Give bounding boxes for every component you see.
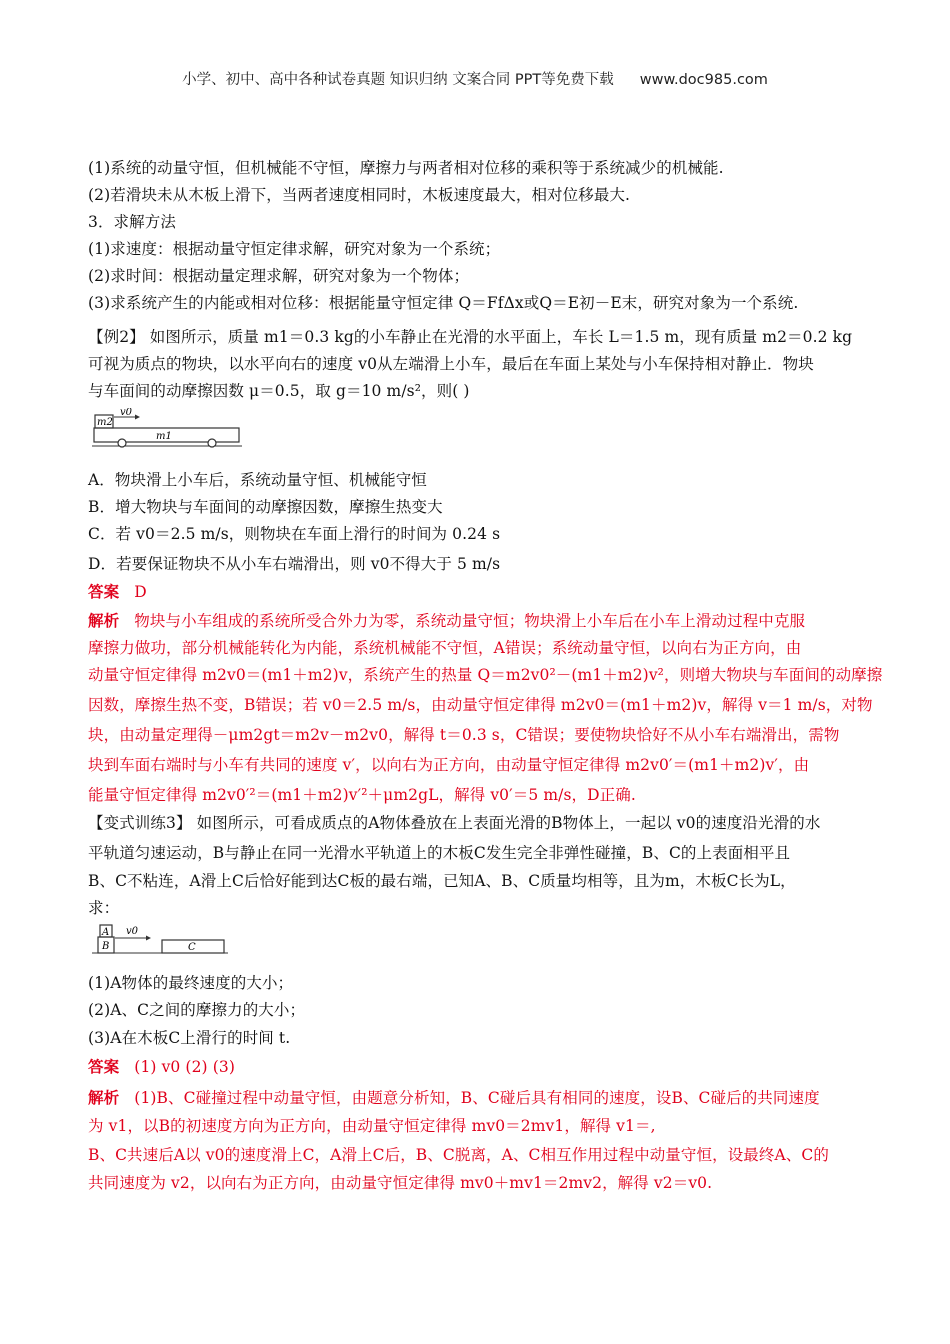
variant3-analysis-4: 共同速度为 v2，以向右为正方向，由动量守恒定律得 mv0＋mv1＝2mv2，解得 v2＝v0. — [88, 1174, 713, 1192]
option-d: D．若要保证物块不从小车右端滑出，则 v0不得大于 5 m/s — [88, 555, 501, 573]
label-c: C — [188, 942, 196, 953]
label-b: B — [102, 941, 110, 952]
example2-answer — [88, 581, 147, 603]
option-b: B．增大物块与车面间的动摩擦因数，摩擦生热变大 — [88, 498, 443, 516]
variant3-answer — [88, 1056, 235, 1078]
section-heading: 3．求解方法 — [88, 213, 176, 231]
variant3-stem-1: 【变式训练3】 如图所示，可看成质点的A物体叠放在上表面光滑的B物体上，一起以 v0的速度沿光滑的水 — [88, 814, 821, 832]
label-v0: v0 — [120, 408, 133, 418]
example2-analysis-5: 块，由动量定理得－μm2gt＝m2v－m2v0，解得 t＝0.3 s，C错误；要使物块恰好不从小车右端滑出，需物 — [88, 726, 840, 744]
method-3: (3)求系统产生的内能或相对位移：根据能量守恒定律 Q＝FfΔx或Q＝E初－E末，研究对象为一个系统. — [88, 294, 799, 312]
option-c: C．若 v0＝2.5 m/s，则物块在车面上滑行的时间为 0.24 s — [88, 525, 501, 543]
label-a: A — [102, 927, 110, 938]
answer-label: 答案 — [88, 1058, 120, 1076]
answer-label: 答案 — [88, 583, 120, 601]
analysis-text: (1)B、C碰撞过程中动量守恒，由题意分析知，B、C碰后具有相同的速度，设B、C碰后的共同速度 — [134, 1089, 820, 1107]
header-text: 小学、初中、高中各种试卷真题 知识归纳 文案合同 PPT等免费下载 — [182, 72, 614, 88]
example2-analysis-7: 能量守恒定律得 m2v0′²＝(m1＋m2)v′²＋μm2gL，解得 v0′＝5 m/s，D正确. — [88, 786, 636, 804]
example2-analysis-2: 摩擦力做功，部分机械能转化为内能，系统机械能不守恒，A错误；系统动量守恒，以向右为正方向，由 — [88, 639, 802, 657]
example2-analysis-3: 动量守恒定律得 m2v0＝(m1＋m2)v，系统产生的热量 Q＝m2v0²－(m1＋m2)v²，则增大物块与车面间的动摩擦 — [88, 666, 883, 684]
label-m2: m2 — [97, 417, 113, 428]
intro-line-1: (1)系统的动量守恒，但机械能不守恒，摩擦力与两者相对位移的乘积等于系统减少的机械能. — [88, 159, 724, 177]
variant3-stem-4: 求： — [88, 899, 120, 917]
variant3-question-2: (2)A、C之间的摩擦力的大小； — [88, 1001, 306, 1019]
cart-block-figure — [92, 408, 242, 452]
variant3-analysis-1 — [88, 1087, 820, 1109]
label-v0: v0 — [126, 926, 139, 937]
example2-analysis-6: 块到车面右端时与小车有共同的速度 v′，以向右为正方向，由动量守恒定律得 m2v0′＝(m1＋m2)v′，由 — [88, 756, 810, 774]
analysis-label: 解析 — [88, 1089, 120, 1107]
answer-value: D — [134, 583, 147, 601]
intro-line-2: (2)若滑块未从木板上滑下，当两者速度相同时，木板速度最大，相对位移最大. — [88, 186, 631, 204]
header-url[interactable]: www.doc985.com — [639, 72, 768, 88]
method-2: (2)求时间：根据动量定理求解，研究对象为一个物体； — [88, 267, 470, 285]
cart-wheel-right — [208, 439, 216, 447]
variant3-stem-3: B、C不粘连，A滑上C后恰好能到达C板的最右端，已知A、B、C质量均相等，且为m，木板C长为L， — [88, 872, 796, 890]
analysis-label: 解析 — [88, 612, 120, 630]
example2-analysis-4: 因数，摩擦生热不变，B错误；若 v0＝2.5 m/s，由动量守恒定律得 m2v0＝(m1＋m2)v，解得 v＝1 m/s，对物 — [88, 696, 873, 714]
analysis-text: 物块与小车组成的系统所受合外力为零，系统动量守恒；物块滑上小车后在小车上滑动过程中克服 — [134, 612, 806, 630]
example2-stem-2: 可视为质点的物块，以水平向右的速度 v0从左端滑上小车，最后在车面上某处与小车保持相对静止．物块 — [88, 355, 814, 373]
cart-wheel-left — [118, 439, 126, 447]
answer-value: (1) v0 (2) (3) — [134, 1058, 235, 1076]
page-header — [0, 68, 950, 89]
velocity-arrowhead — [146, 936, 151, 941]
variant3-analysis-3: B、C共速后A以 v0的速度滑上C，A滑上C后，B、C脱离，A、C相互作用过程中动量守恒，设最终A、C的 — [88, 1146, 829, 1164]
example2-analysis-1 — [88, 610, 805, 632]
variant3-analysis-2: 为 v1，以B的初速度方向为正方向，由动量守恒定律得 mv0＝2mv1，解得 v1＝, — [88, 1117, 656, 1135]
abc-blocks-figure — [92, 922, 228, 956]
example2-stem-3: 与车面间的动摩擦因数 μ＝0.5，取 g＝10 m/s²，则( ) — [88, 382, 470, 400]
example2-stem-1: 【例2】 如图所示，质量 m1＝0.3 kg的小车静止在光滑的水平面上，车长 L＝1.5 m，现有质量 m2＝0.2 kg — [88, 328, 853, 346]
variant3-stem-2: 平轨道匀速运动，B与静止在同一光滑水平轨道上的木板C发生完全非弹性碰撞，B、C的上表面相平且 — [88, 844, 791, 862]
velocity-arrowhead — [135, 415, 140, 420]
method-1: (1)求速度：根据动量守恒定律求解，研究对象为一个系统； — [88, 240, 501, 258]
variant3-question-3: (3)A在木板C上滑行的时间 t. — [88, 1029, 291, 1047]
variant3-question-1: (1)A物体的最终速度的大小； — [88, 974, 294, 992]
option-a: A．物块滑上小车后，系统动量守恒、机械能守恒 — [88, 471, 427, 489]
label-m1: m1 — [156, 431, 172, 442]
